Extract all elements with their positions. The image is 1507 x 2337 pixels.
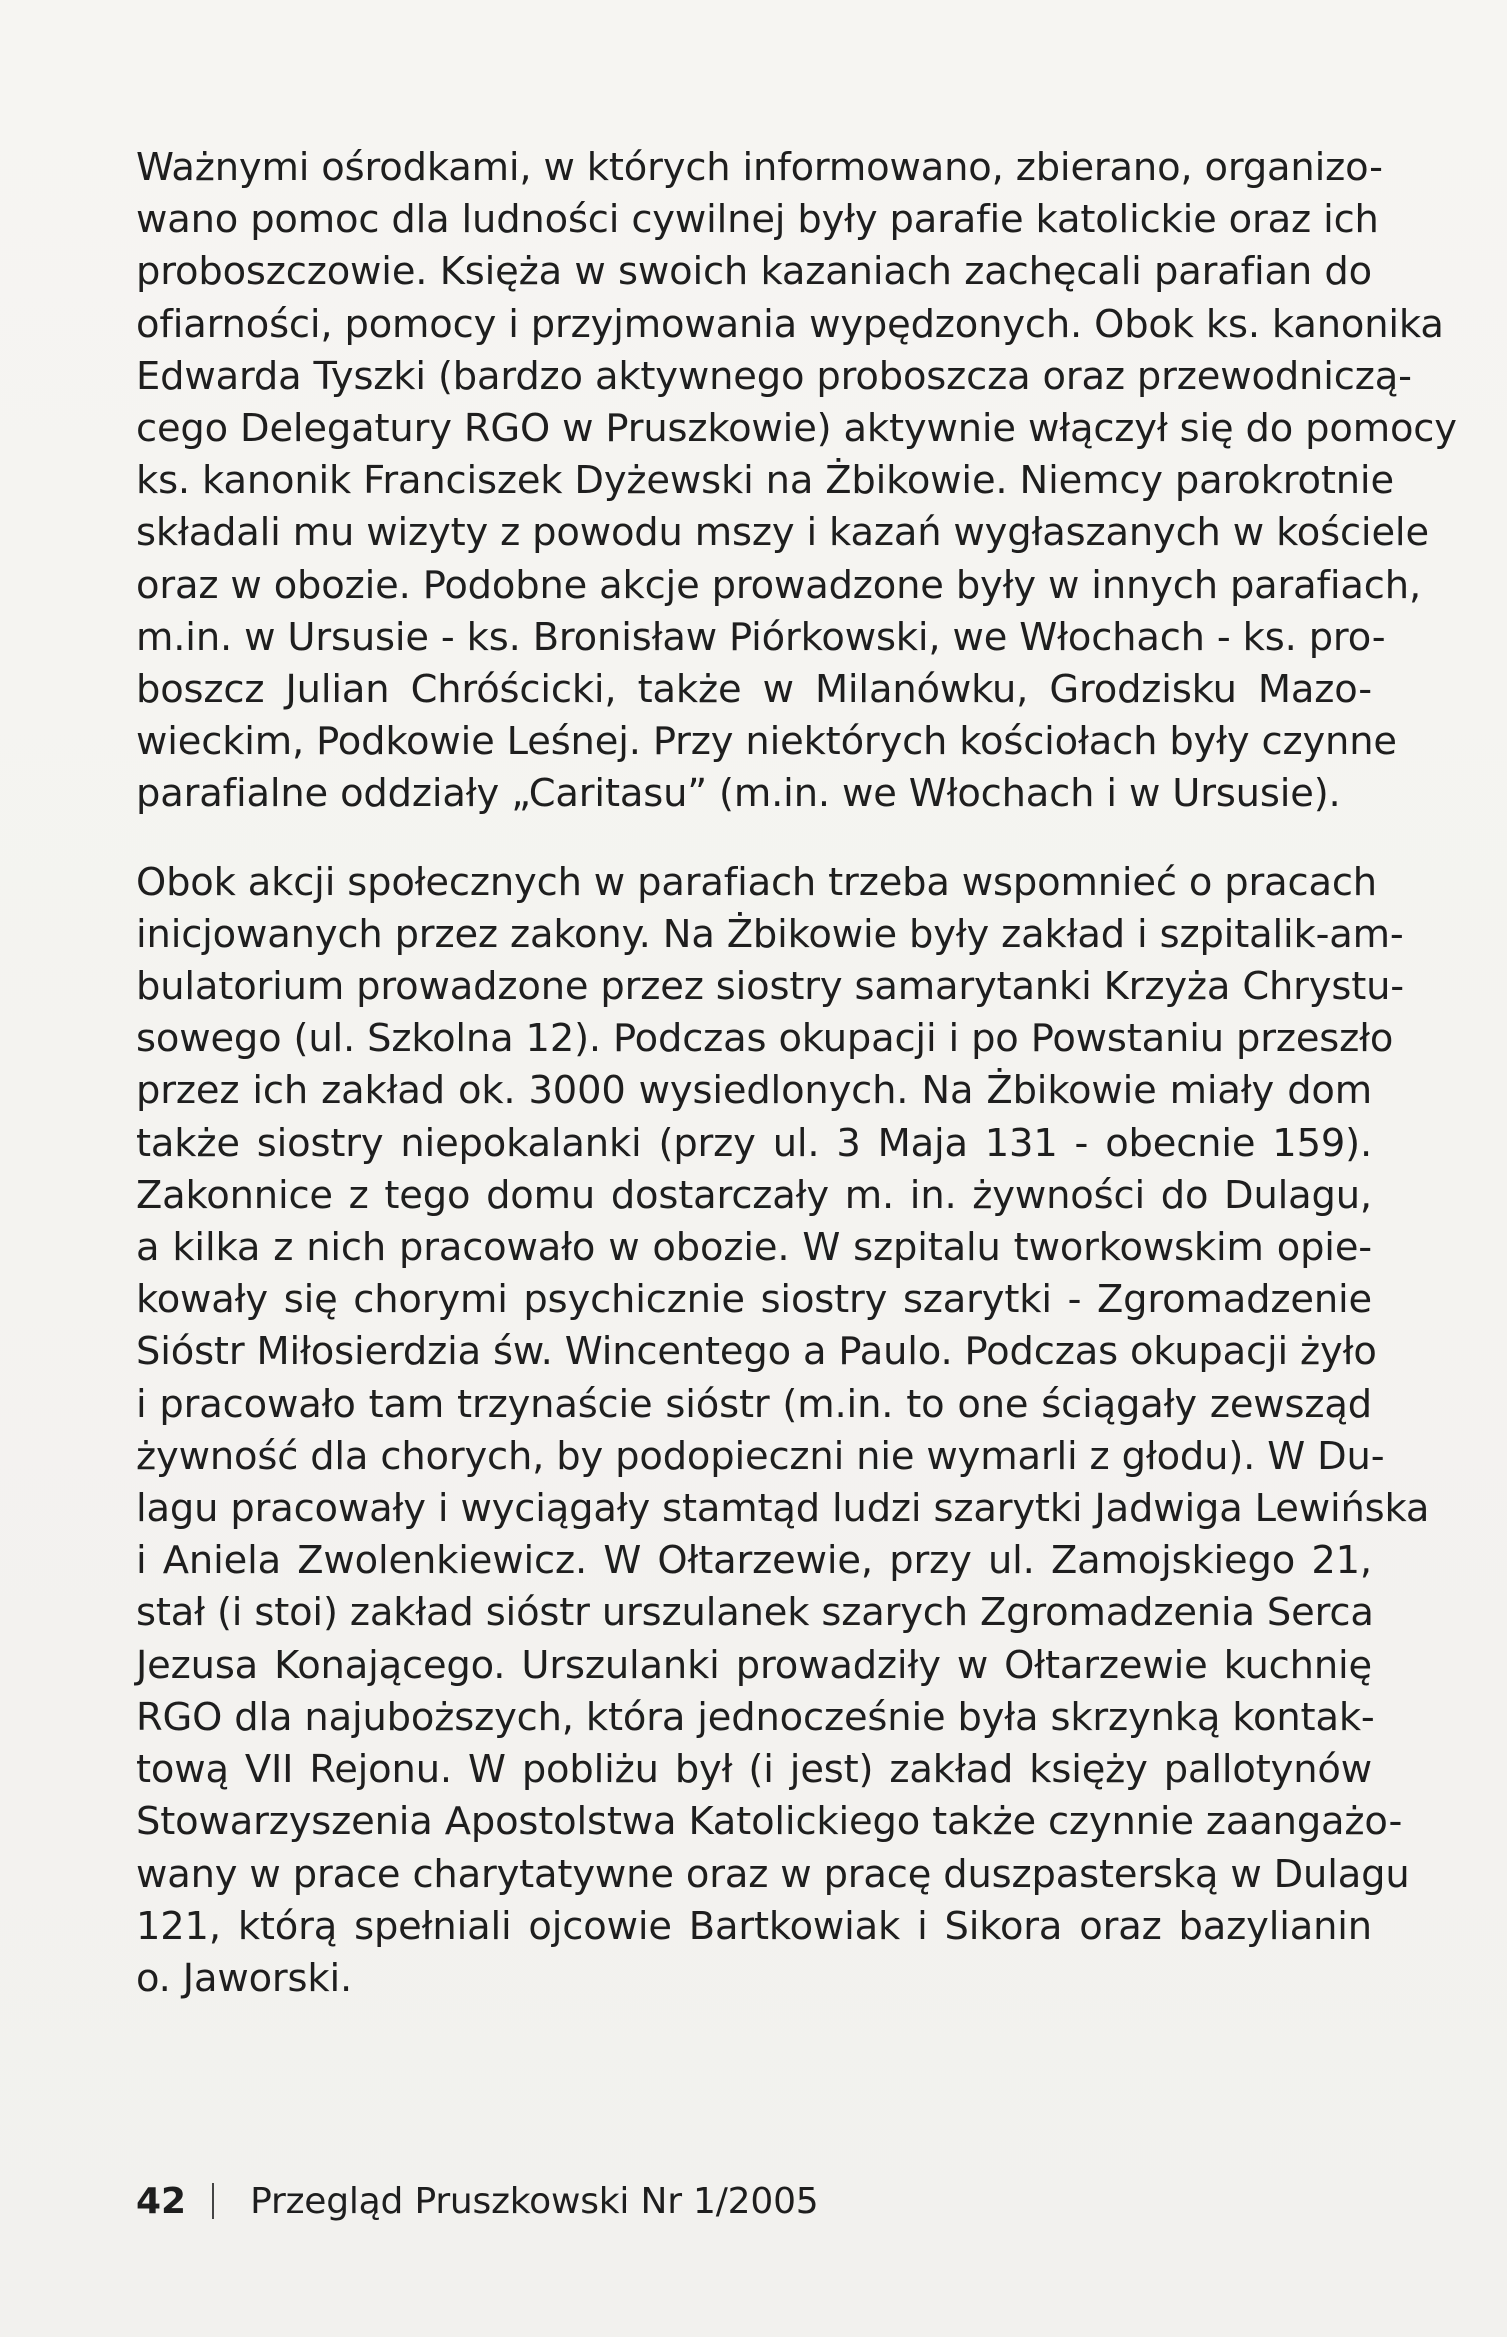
text-line: Ważnymi ośrodkami, w których informowano, zbierano, organizo- (136, 145, 1383, 190)
text-line: 121, którą spełniali ojcowie Bartkowiak i Sikora oraz bazylianin (136, 1903, 1372, 1949)
text-line: tową VII Rejonu. W pobliżu był (i jest) zakład księży pallotynów (136, 1747, 1372, 1793)
text-line: Jezusa Konającego. Urszulanki prowadziły w Ołtarzewie kuchnię (136, 1642, 1372, 1688)
text-line: ofiarności, pomocy i przyjmowania wypędzonych. Obok ks. kanonika (136, 301, 1444, 347)
text-line: parafialne oddziały „Caritasu” (m.in. we Włochach i w Ursusie). (136, 771, 1341, 817)
publication-title: Przegląd Pruszkowski Nr 1/2005 (250, 2180, 819, 2222)
text-line: Stowarzyszenia Apostolstwa Katolickiego także czynnie zaangażo- (136, 1799, 1403, 1845)
text-line: wano pomoc dla ludności cywilnej były parafie katolickie oraz ich (136, 197, 1379, 243)
paragraph-orders (136, 857, 1430, 2005)
text-line: ks. kanonik Franciszek Dyżewski na Żbikowie. Niemcy parokrotnie (136, 458, 1394, 504)
footer-divider (212, 2183, 214, 2219)
text-line: Obok akcji społecznych w parafiach trzeba wspomnieć o pracach (136, 859, 1377, 905)
text-line: Edwarda Tyszki (bardzo aktywnego proboszcza oraz przewodniczą- (136, 353, 1412, 399)
text-line: kowały się chorymi psychicznie siostry szarytki - Zgromadzenie (136, 1277, 1372, 1323)
body-text (136, 142, 1457, 2005)
text-line: oraz w obozie. Podobne akcje prowadzone były w innych parafiach, (136, 562, 1421, 608)
text-line: przez ich zakład ok. 3000 wysiedlonych. Na Żbikowie miały dom (136, 1068, 1372, 1114)
text-line: cego Delegatury RGO w Pruszkowie) aktywnie włączył się do pomocy (136, 406, 1457, 452)
text-line: składali mu wizyty z powodu mszy i kazań wygłaszanych w kościele (136, 510, 1429, 556)
text-line: boszcz Julian Chróścicki, także w Milanówku, Grodzisku Mazo- (136, 667, 1372, 713)
text-line: inicjowanych przez zakony. Na Żbikowie były zakład i szpitalik-am- (136, 911, 1404, 957)
text-line: o. Jaworski. (136, 1955, 353, 2001)
text-line: i Aniela Zwolenkiewicz. W Ołtarzewie, przy ul. Zamojskiego 21, (136, 1538, 1372, 1584)
text-line: także siostry niepokalanki (przy ul. 3 Maja 131 - obecnie 159). (136, 1120, 1372, 1166)
text-line: Zakonnice z tego domu dostarczały m. in. żywności do Dulagu, (136, 1172, 1372, 1218)
text-line: wieckim, Podkowie Leśnej. Przy niektórych kościołach były czynne (136, 719, 1397, 765)
paragraph-parishes (136, 142, 1457, 821)
text-line: stał (i stoi) zakład sióstr urszulanek szarych Zgromadzenia Serca (136, 1590, 1374, 1636)
text-line: proboszczowie. Księża w swoich kazaniach zachęcali parafian do (136, 249, 1372, 295)
text-line: m.in. w Ursusie - ks. Bronisław Piórkowski, we Włochach - ks. pro- (136, 614, 1386, 660)
text-line: Sióstr Miłosierdzia św. Wincentego a Paulo. Podczas okupacji żyło (136, 1329, 1377, 1375)
text-line: wany w prace charytatywne oraz w pracę duszpasterską w Dulagu (136, 1851, 1410, 1897)
text-line: RGO dla najuboższych, która jednocześnie była skrzynką kontak- (136, 1694, 1375, 1740)
text-line: lagu pracowały i wyciągały stamtąd ludzi szarytki Jadwiga Lewińska (136, 1486, 1430, 1532)
text-line: a kilka z nich pracowało w obozie. W szpitalu tworkowskim opie- (136, 1225, 1372, 1271)
page-number: 42 (136, 2180, 187, 2222)
text-line: bulatorium prowadzone przez siostry samarytanki Krzyża Chrystu- (136, 964, 1404, 1010)
text-line: żywność dla chorych, by podopieczni nie wymarli z głodu). W Du- (136, 1433, 1385, 1479)
text-line: sowego (ul. Szkolna 12). Podczas okupacji i po Powstaniu przeszło (136, 1016, 1394, 1062)
text-line: i pracowało tam trzynaście sióstr (m.in. to one ściągały zewsząd (136, 1381, 1372, 1427)
page-footer (136, 2175, 819, 2227)
